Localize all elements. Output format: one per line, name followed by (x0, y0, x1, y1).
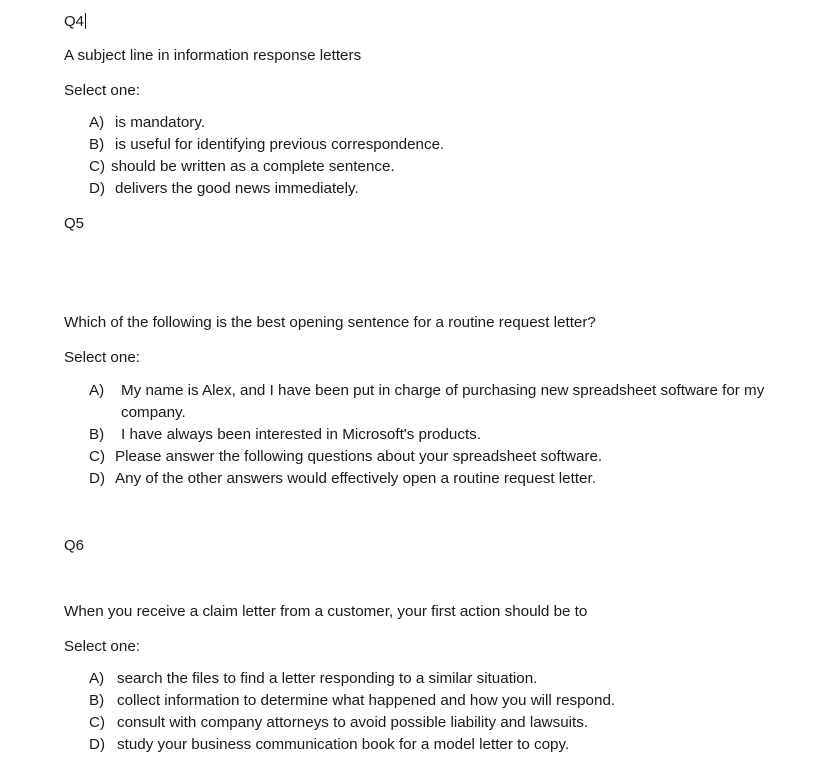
option-text: My name is Alex, and I have been put in charge of purchasing new spreadsheet software for my company. (121, 382, 765, 421)
option-text: collect information to determine what happened and how you will respond. (117, 692, 616, 709)
option-item[interactable] (0, 468, 830, 490)
option-letter: D) (89, 470, 106, 487)
options-list-q5 (0, 380, 830, 490)
option-item[interactable] (0, 134, 830, 156)
question-stem-q6: When you receive a claim letter from a customer, your first action should be to (64, 603, 588, 620)
option-letter: B) (89, 426, 105, 443)
question-label-q5-text: Q5 (64, 215, 85, 232)
option-item[interactable] (0, 446, 830, 468)
option-item[interactable] (0, 424, 830, 446)
option-text: study your business communication book for a model letter to copy. (117, 736, 570, 753)
options-list-q6 (0, 668, 830, 756)
option-item[interactable] (0, 690, 830, 712)
question-stem-q4: A subject line in information response letters (64, 47, 362, 64)
option-item[interactable] (0, 156, 830, 178)
option-text: Any of the other answers would effectively open a routine request letter. (115, 470, 596, 487)
option-text: Please answer the following questions about your spreadsheet software. (115, 448, 603, 465)
question-label-q4-text: Q4 (64, 13, 85, 30)
select-one-prompt-q6: Select one: (64, 638, 140, 655)
option-letter: C) (89, 448, 106, 465)
question-label-q6-text: Q6 (64, 537, 85, 554)
select-one-prompt-q5: Select one: (64, 349, 140, 366)
option-text: should be written as a complete sentence. (111, 158, 395, 175)
option-letter: D) (89, 736, 106, 753)
option-text: consult with company attorneys to avoid possible liability and lawsuits. (117, 714, 589, 731)
question-label-q6 (64, 536, 84, 556)
option-letter: C) (89, 714, 106, 731)
option-item[interactable] (0, 380, 830, 424)
options-list-q4 (0, 112, 830, 200)
option-letter: A) (89, 382, 105, 399)
select-one-prompt-q4: Select one: (64, 82, 140, 99)
option-text: I have always been interested in Microsoft's products. (121, 426, 481, 443)
option-item[interactable] (0, 712, 830, 734)
option-item[interactable] (0, 668, 830, 690)
option-text: delivers the good news immediately. (115, 180, 359, 197)
option-letter: A) (89, 670, 105, 687)
option-item[interactable] (0, 178, 830, 200)
option-item[interactable] (0, 112, 830, 134)
option-letter: B) (89, 692, 105, 709)
question-stem-q5: Which of the following is the best opening sentence for a routine request letter? (64, 314, 596, 331)
option-text: search the files to find a letter responding to a similar situation. (117, 670, 538, 687)
option-letter: A) (89, 114, 105, 131)
option-letter: B) (89, 136, 105, 153)
question-label-q4 (64, 12, 86, 32)
option-text: is useful for identifying previous correspondence. (115, 136, 445, 153)
option-letter: D) (89, 180, 106, 197)
option-text: is mandatory. (115, 114, 206, 131)
option-letter: C) (89, 158, 106, 175)
option-item[interactable] (0, 734, 830, 756)
text-caret (85, 13, 86, 29)
question-label-q5 (64, 214, 84, 234)
